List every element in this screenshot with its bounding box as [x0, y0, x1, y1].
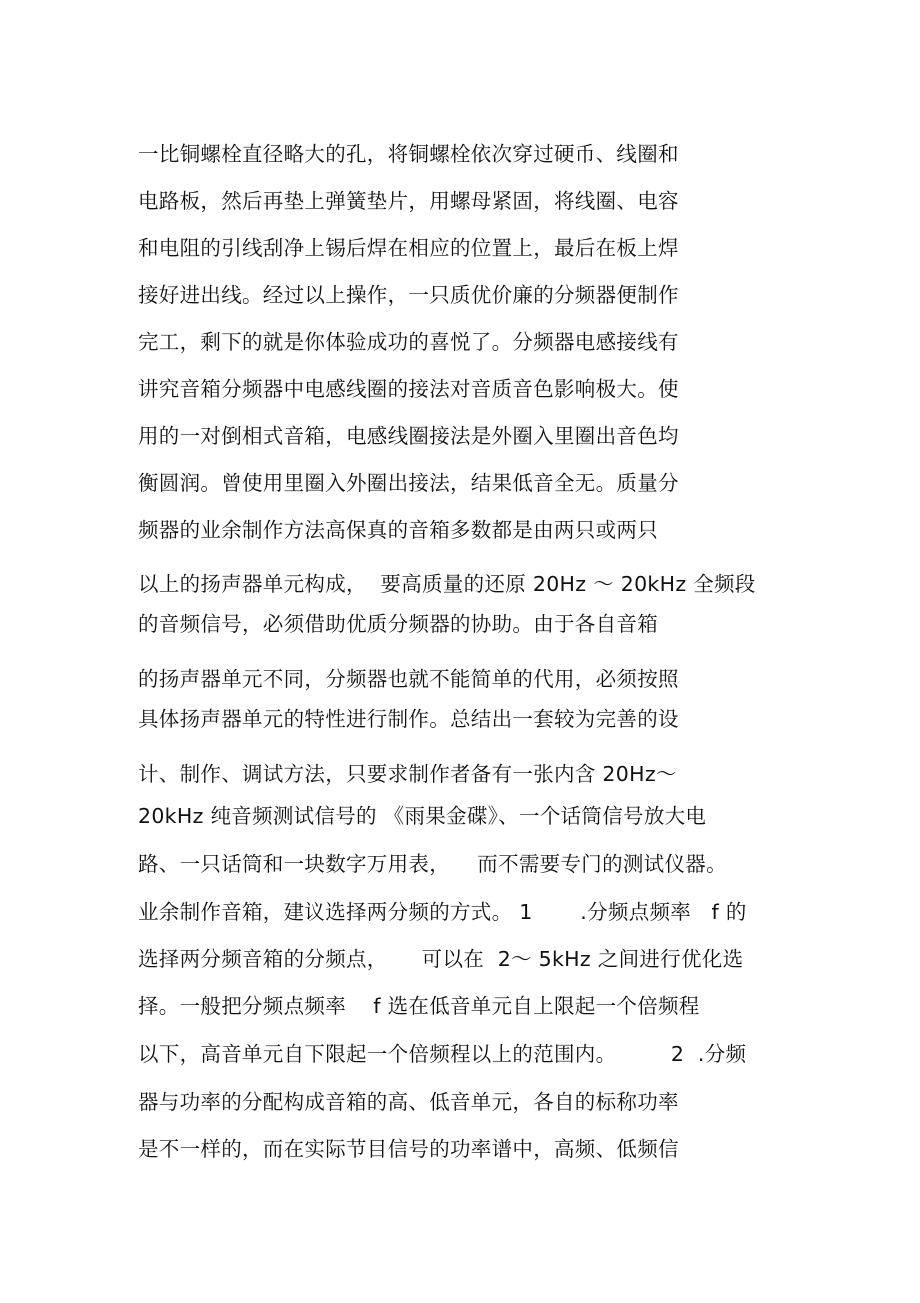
text-line: 的音频信号，必须借助优质分频器的协助。由于各自音箱	[138, 612, 658, 636]
text-line: 和电阻的引线刮净上锡后焊在相应的位置上，最后在板上焊	[138, 236, 679, 260]
text-line: 衡圆润。曾使用里圈入外圈出接法，结果低音全无。质量分	[138, 471, 679, 495]
text-line: 接好进出线。经过以上操作，一只质优价廉的分频器便制作	[138, 283, 679, 307]
text-line: 的扬声器单元不同，分频器也就不能简单的代用，必须按照	[138, 667, 679, 691]
text-line: 具体扬声器单元的特性进行制作。总结出一套较为完善的设	[138, 707, 679, 731]
text-line: 以上的扬声器单元构成， 要高质量的还原 20Hz ～ 20kHz 全频段	[138, 572, 756, 596]
text-line: 选择两分频音箱的分频点， 可以在 2～ 5kHz 之间进行优化选	[138, 947, 744, 971]
text-line: 择。一般把分频点频率 f 选在低音单元自上限起一个倍频程	[138, 994, 700, 1018]
text-line: 用的一对倒相式音箱，电感线圈接法是外圈入里圈出音色均	[138, 424, 679, 448]
text-line: 讲究音箱分频器中电感线圈的接法对音质音色影响极大。使	[138, 377, 679, 401]
text-line: 业余制作音箱，建议选择两分频的方式。 1 .分频点频率 f 的	[138, 900, 747, 924]
text-line: 计、制作、调试方法，只要求制作者备有一张内含 20Hz～	[138, 762, 677, 786]
text-line: 20kHz 纯音频测试信号的 《雨果金碟》、一个话筒信号放大电	[138, 804, 707, 828]
text-line: 电路板，然后再垫上弹簧垫片，用螺母紧固，将线圈、电容	[138, 189, 679, 213]
text-line: 器与功率的分配构成音箱的高、低音单元，各自的标称功率	[138, 1090, 679, 1114]
text-line: 路、一只话筒和一块数字万用表， 而不需要专门的测试仪器。	[138, 852, 727, 876]
text-line: 完工，剩下的就是你体验成功的喜悦了。分频器电感接线有	[138, 330, 679, 354]
text-line: 频器的业余制作方法高保真的音箱多数都是由两只或两只	[138, 518, 658, 542]
text-line: 是不一样的，而在实际节目信号的功率谱中，高频、低频信	[138, 1137, 679, 1161]
text-line: 以下，高音单元自下限起一个倍频程以上的范围内。 2 .分频	[138, 1042, 747, 1066]
text-line: 一比铜螺栓直径略大的孔，将铜螺栓依次穿过硬币、线圈和	[138, 142, 679, 166]
